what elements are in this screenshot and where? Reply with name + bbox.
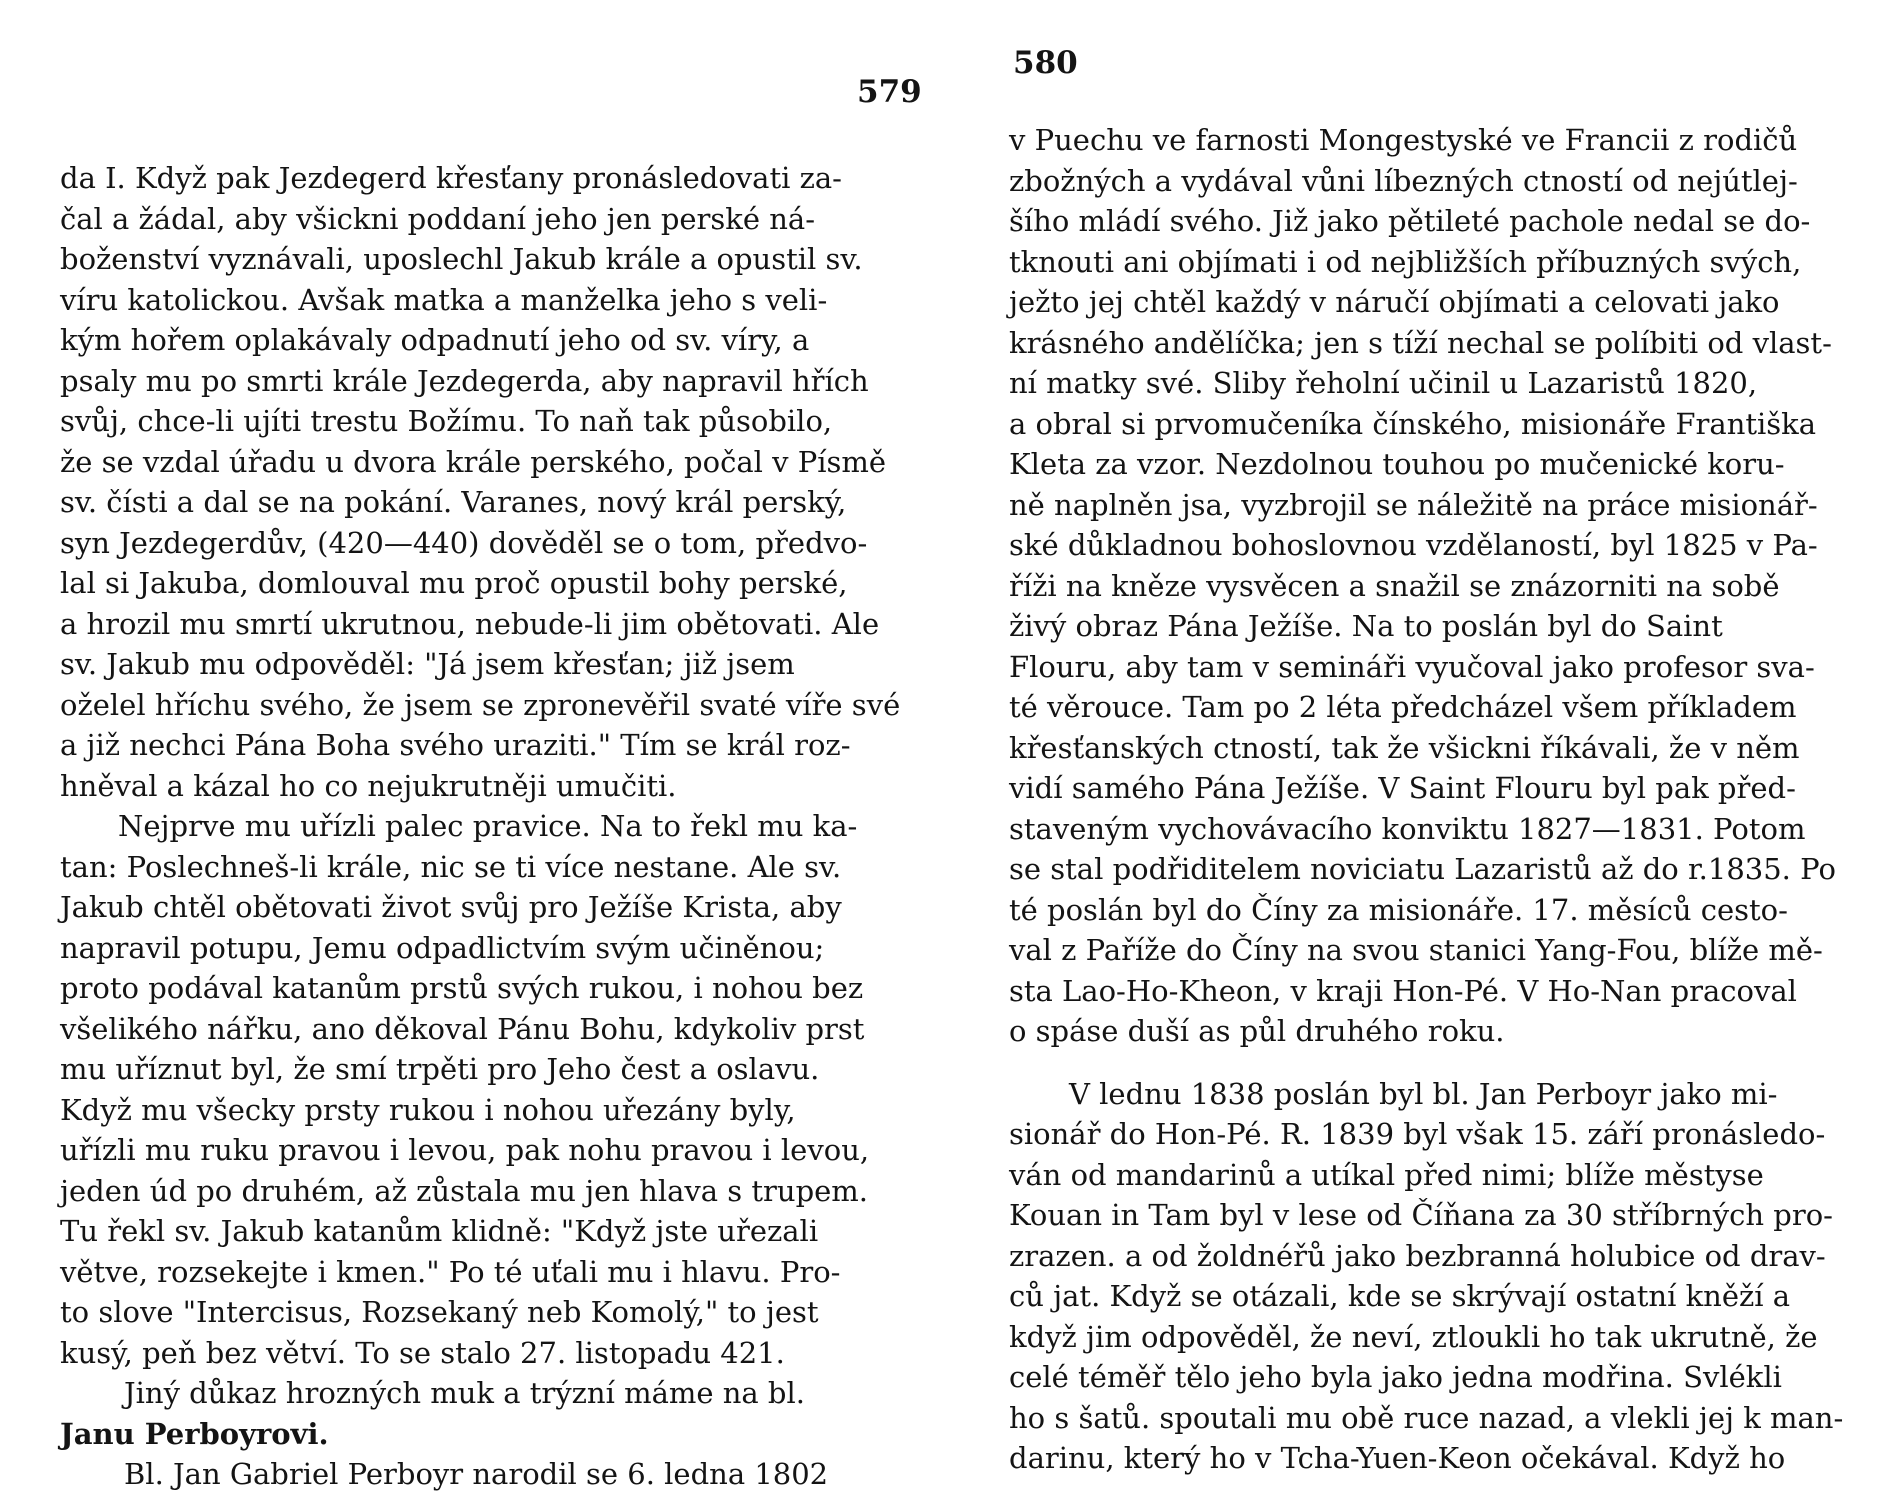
text-line: oželel hříchu svého, že jsem se zpronevěřil svaté víře své [60, 687, 901, 722]
text-line: Nejprve mu uřízli palec pravice. Na to řekl mu ka- [118, 809, 858, 843]
text-line: ně naplněn jsa, vyzbrojil se náležitě na práce misionář- [1009, 487, 1818, 522]
text-line: ní matky své. Sliby řeholní učinil u Lazaristů 1820, [1009, 366, 1758, 400]
bold-name: Janu Perboyrovi. [60, 1416, 329, 1451]
text-column [60, 158, 920, 1495]
text-line: že se vzdal úřadu u dvora krále perského, počal v Písmě [60, 444, 887, 479]
text-line: ské důkladnou bohoslovnou vzdělaností, byl 1825 v Pa- [1009, 528, 1818, 562]
text-line: když jim odpověděl, že neví, ztloukli ho tak ukrutně, že [1009, 1319, 1818, 1354]
text-line: vidí samého Pána Ježíše. V Saint Flouru byl pak před- [1009, 771, 1796, 805]
paragraph-gap [1009, 1052, 1864, 1074]
text-line: jeden úd po druhém, až zůstala mu jen hlava s trupem. [60, 1173, 869, 1208]
text-line: říži na kněze vysvěcen a snažil se znázorniti na sobě [1009, 568, 1780, 603]
text-line: psaly mu po smrti krále Jezdegerda, aby napravil hřích [60, 363, 869, 398]
text-line: Bl. Jan Gabriel Perboyr narodil se 6. ledna 1802 [124, 1457, 829, 1491]
text-line: val z Paříže do Číny na svou stanici Yang-Fou, blíže mě- [1009, 933, 1823, 967]
text-line: v Puechu ve farnosti Mongestyské ve Francii z rodičů [1009, 123, 1798, 157]
text-line: celé téměř tělo jeho byla jako jedna modřina. Svlékli [1009, 1360, 1782, 1394]
text-line: svůj, chce-li ujíti trestu Božímu. To naň tak působilo, [60, 404, 833, 438]
text-line: tan: Poslechneš-li krále, nic se ti více nestane. Ale sv. [60, 849, 842, 884]
text-line: ježto jej chtěl každý v náručí objímati a celovati jako [1009, 285, 1780, 319]
text-line: sta Lao-Ho-Kheon, v kraji Hon-Pé. V Ho-Nan pracoval [1009, 973, 1797, 1008]
text-line: staveným vychovávacího konviktu 1827—1831. Potom [1009, 811, 1806, 846]
text-line: a obral si prvomučeníka čínského, misionáře Františka [1009, 406, 1817, 441]
text-line: Tu řekl sv. Jakub katanům klidně: "Když jste uřezali [60, 1214, 819, 1248]
text-line: darinu, který ho v Tcha-Yuen-Keon očekával. Když ho [1009, 1441, 1786, 1475]
text-line: a hrozil mu smrtí ukrutnou, nebude-li jim obětovati. Ale [60, 606, 880, 641]
text-line: Kouan in Tam byl v lese od Číňana za 30 stříbrných pro- [1009, 1198, 1833, 1232]
text-line: da I. Když pak Jezdegerd křesťany pronásledovati za- [60, 161, 842, 195]
text-line: kusý, peň bez větví. To se stalo 27. listopadu 421. [60, 1335, 785, 1370]
text-line: víru katolickou. Avšak matka a manželka jeho s veli- [60, 282, 828, 317]
text-line: Jakub chtěl obětovati život svůj pro Ježíše Krista, aby [60, 890, 842, 924]
text-line: tknouti ani objímati i od nejbližších příbuzných svých, [1009, 244, 1802, 279]
text-line: syn Jezdegerdův, (420—440) dověděl se o tom, předvo- [60, 525, 868, 560]
text-line: sionář do Hon-Pé. R. 1839 byl však 15. září pronásledo- [1009, 1117, 1826, 1151]
text-line: o spáse duší as půl druhého roku. [1009, 1014, 1505, 1048]
text-line: uřízli mu ruku pravou i levou, pak nohu pravou i levou, [60, 1133, 870, 1167]
text-line: V lednu 1838 poslán byl bl. Jan Perboyr jako mi- [1069, 1076, 1778, 1111]
text-line: napravil potupu, Jemu odpadlictvím svým učiněnou; [60, 930, 825, 965]
text-line: sv. čísti a dal se na pokání. Varanes, nový král perský, [60, 485, 847, 519]
text-line: všelikého nářku, ano děkoval Pánu Bohu, kdykoliv prst [60, 1011, 865, 1046]
text-line: Flouru, aby tam v semináři vyučoval jako profesor sva- [1009, 649, 1815, 684]
text-line: boženství vyznávali, uposlechl Jakub krále a opustil sv. [60, 242, 863, 276]
page-number: 580 [1013, 45, 1078, 81]
text-line: to slove "Intercisus, Rozsekaný neb Komolý," to jest [60, 1295, 819, 1329]
text-line: křesťanských ctností, tak že všickni říkávali, že v něm [1009, 730, 1800, 765]
text-line: té věrouce. Tam po 2 léta předcházel všem příkladem [1009, 690, 1797, 724]
page-number: 579 [857, 74, 922, 110]
text-line: ván od mandarinů a utíkal před nimi; blíže městyse [1009, 1157, 1764, 1192]
text-line: Jiný důkaz hrozných muk a trýzní máme na bl. [124, 1376, 805, 1410]
text-line: té poslán byl do Číny za misionáře. 17. měsíců cesto- [1009, 892, 1788, 927]
text-line: zrazen. a od žoldnéřů jako bezbranná holubice od drav- [1009, 1238, 1826, 1273]
text-line: ců jat. Když se otázali, kde se skrývají ostatní kněží a [1009, 1279, 1791, 1313]
text-line: lal si Jakuba, domlouval mu proč opustil bohy perské, [60, 566, 848, 600]
text-line: Když mu všecky prsty rukou i nohou uřezány byly, [60, 1092, 796, 1127]
text-line: čal a žádal, aby všickni poddaní jeho jen perské ná- [60, 201, 816, 236]
text-line: se stal podřiditelem noviciatu Lazaristů až do r.1835. Po [1009, 852, 1836, 886]
text-line: hněval a kázal ho co nejukrutněji umučiti. [60, 768, 677, 803]
right-page [947, 0, 1894, 1500]
text-line: krásného andělíčka; jen s tíží nechal se políbiti od vlast- [1009, 325, 1832, 360]
text-line: šího mládí svého. Již jako pětileté pachole nedal se do- [1009, 204, 1811, 238]
text-line: živý obraz Pána Ježíše. Na to poslán byl do Saint [1009, 609, 1723, 643]
text-line: větve, rozsekejte i kmen." Po té uťali mu i hlavu. Pro- [60, 1254, 841, 1289]
text-line: ho s šatů. spoutali mu obě ruce nazad, a vlekli jej k man- [1009, 1400, 1844, 1435]
text-line: kým hořem oplakávaly odpadnutí jeho od sv. víry, a [60, 323, 810, 357]
text-line: sv. Jakub mu odpověděl: "Já jsem křesťan; již jsem [60, 647, 795, 681]
text-line: Kleta za vzor. Nezdolnou touhou po mučenické koru- [1009, 447, 1785, 481]
text-line: a již nechci Pána Boha svého uraziti." Tím se král roz- [60, 728, 851, 762]
text-column [1009, 120, 1864, 1479]
text-line: proto podával katanům prstů svých rukou, i nohou bez [60, 971, 864, 1005]
text-line: zbožných a vydával vůni líbezných ctností od nejútlej- [1009, 163, 1798, 198]
text-line: mu uříznut byl, že smí trpěti pro Jeho čest a oslavu. [60, 1052, 820, 1086]
